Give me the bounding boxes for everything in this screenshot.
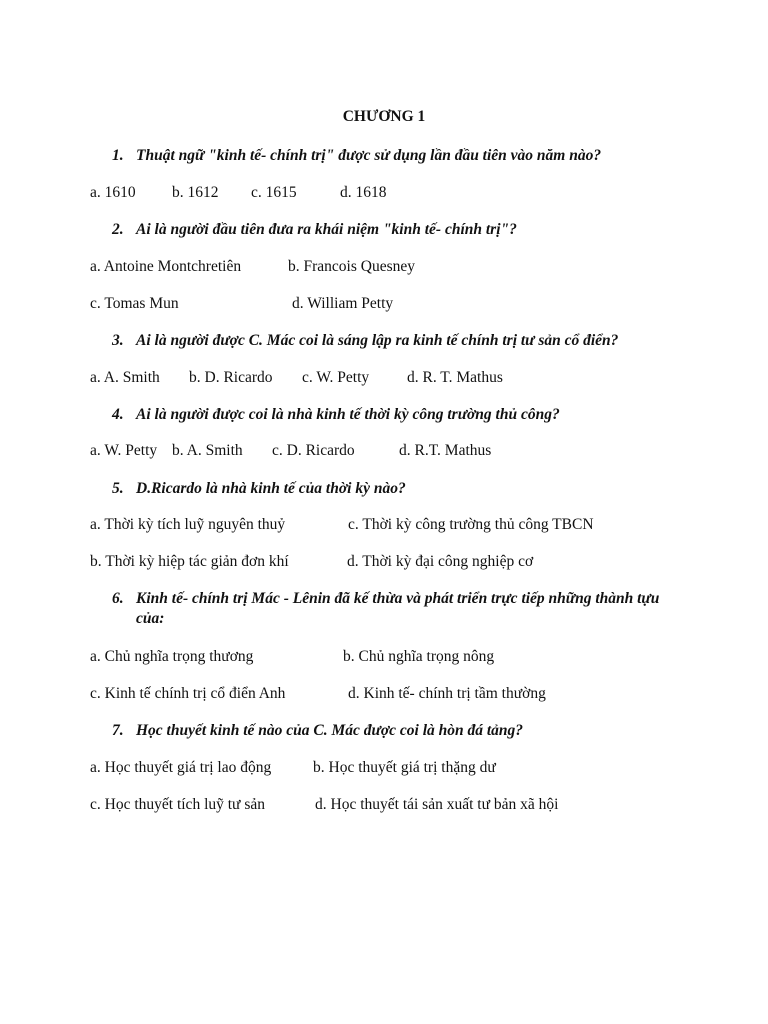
- question-number: 2.: [112, 221, 124, 238]
- answer-option: d. R.T. Mathus: [399, 442, 492, 459]
- answer-option: b. Học thuyết giá trị thặng dư: [313, 759, 496, 776]
- answer-option: a. Antoine Montchretiên: [90, 258, 242, 275]
- answer-option: c. Kinh tế chính trị cổ điển Anh: [90, 685, 286, 702]
- answer-option: c. D. Ricardo: [272, 442, 355, 459]
- answer-option: a. A. Smith: [90, 369, 160, 386]
- question-text: Kinh tế- chính trị Mác - Lênin đã kế thừa và phát triển trực tiếp những thành tựu của:: [136, 590, 660, 627]
- answer-option: c. Tomas Mun: [90, 295, 179, 312]
- question-text: Ai là người đầu tiên đưa ra khái niệm "kinh tế- chính trị"?: [136, 221, 517, 238]
- answer-option: a. 1610: [90, 184, 136, 201]
- answer-option: d. 1618: [340, 184, 387, 201]
- question-2: [112, 220, 672, 240]
- question-number: 5.: [112, 480, 124, 497]
- answer-option: d. William Petty: [292, 295, 394, 312]
- answer-option: c. Học thuyết tích luỹ tư sản: [90, 796, 265, 813]
- question-number: 3.: [112, 332, 124, 349]
- answer-option: c. 1615: [251, 184, 297, 201]
- question-number: 6.: [112, 590, 124, 607]
- question-6: [112, 589, 672, 629]
- answer-option: c. W. Petty: [302, 369, 370, 386]
- answer-option: d. R. T. Mathus: [407, 369, 503, 386]
- answer-option: d. Học thuyết tái sản xuất tư bản xã hội: [315, 796, 559, 813]
- question-7: [112, 721, 672, 741]
- question-text: Ai là người được coi là nhà kinh tế thời kỳ công trường thủ công?: [136, 406, 560, 423]
- question-number: 4.: [112, 406, 124, 423]
- answer-option: b. 1612: [172, 184, 219, 201]
- question-text: D.Ricardo là nhà kinh tế của thời kỳ nào?: [136, 480, 406, 497]
- answer-option: d. Kinh tế- chính trị tầm thường: [348, 685, 546, 702]
- answer-option: a. Thời kỳ tích luỹ nguyên thuỷ: [90, 516, 286, 533]
- answer-option: b. Thời kỳ hiệp tác giản đơn khí: [90, 553, 289, 570]
- answer-option: a. Chủ nghĩa trọng thương: [90, 648, 254, 665]
- question-5: [112, 479, 672, 499]
- question-3: [112, 331, 672, 351]
- answer-option: a. W. Petty: [90, 442, 158, 459]
- question-number: 1.: [112, 147, 124, 164]
- chapter-title: CHƯƠNG 1: [342, 108, 426, 125]
- answer-option: b. A. Smith: [172, 442, 243, 459]
- question-1: [112, 146, 672, 166]
- question-number: 7.: [112, 722, 124, 739]
- question-text: Thuật ngữ "kinh tế- chính trị" được sử dụng lần đầu tiên vào năm nào?: [136, 147, 602, 164]
- answer-option: c. Thời kỳ công trường thủ công TBCN: [348, 516, 594, 533]
- question-text: Học thuyết kinh tế nào của C. Mác được coi là hòn đá tảng?: [136, 722, 524, 739]
- answer-option: b. D. Ricardo: [189, 369, 273, 386]
- answer-option: b. Francois Quesney: [288, 258, 415, 275]
- answer-option: b. Chủ nghĩa trọng nông: [343, 648, 495, 665]
- question-4: [112, 405, 672, 425]
- question-text: Ai là người được C. Mác coi là sáng lập ra kinh tế chính trị tư sản cổ điển?: [136, 332, 619, 349]
- answer-option: a. Học thuyết giá trị lao động: [90, 759, 272, 776]
- answer-option: d. Thời kỳ đại công nghiệp cơ: [347, 553, 534, 570]
